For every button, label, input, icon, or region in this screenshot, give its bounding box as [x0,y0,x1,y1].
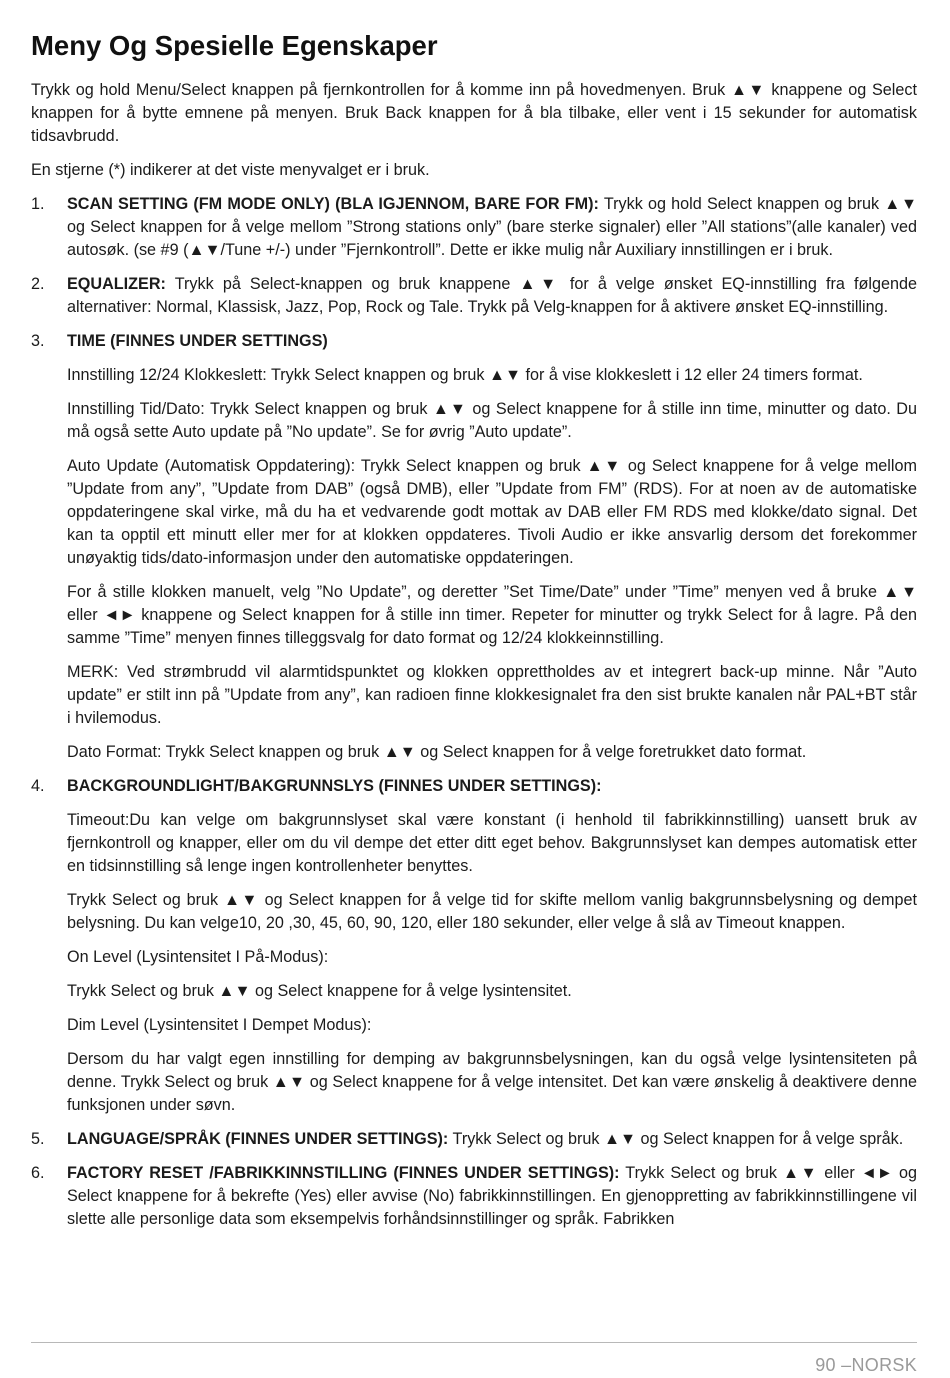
list-item-language [31,1128,917,1151]
page-content [31,28,917,1242]
item-number: 2. [31,275,45,293]
intro-note: En stjerne (*) indikerer at det viste menyvalget er i bruk. [31,161,430,179]
list-item-scan-setting [31,193,917,262]
time-paragraph: Dato Format: Trykk Select knappen og bruk ▲▼ og Select knappen for å velge foretrukket dato format. [67,743,807,761]
list-item-time [31,330,917,353]
item-heading: BACKGROUNDLIGHT/BAKGRUNNSLYS (FINNES UNDER SETTINGS): [67,777,602,795]
time-paragraph: Innstilling 12/24 Klokkeslett: Trykk Select knappen og bruk ▲▼ for å vise klokkeslett i 12 eller 24 timers format. [67,366,863,384]
backlight-paragraph: Timeout:Du kan velge om bakgrunnslyset skal være konstant (i henhold til fabrikkinnstilling) uansett bruk av fjernkontroll og knapper, eller om du vil dempe det etter ditt eget behov. Bakgrunnslyset kan dempes automatisk etter en tidsinnstilling så lenge ingen kontrollenheter benyttes. [67,811,917,875]
page-title: Meny Og Spesielle Egenskaper [31,30,438,61]
item-heading: FACTORY RESET /FABRIKKINNSTILLING (FINNES UNDER SETTINGS): [67,1164,620,1182]
time-paragraph: MERK: Ved strømbrudd vil alarmtidspunktet og klokken opprettholdes av et integrert back-up minne. Når ”Auto update” er stilt inn på ”Update from any”, kan radioen finne klokkesignalet fra den sist brukte kanalen når PAL+BT står i hvilemodus. [67,663,917,727]
list-item-factory-reset [31,1162,917,1231]
item-text: Trykk Select og bruk ▲▼ og Select knappen for å velge språk. [448,1130,904,1148]
intro-paragraph: Trykk og hold Menu/Select knappen på fjernkontrollen for å komme inn på hovedmenyen. Bruk ▲▼ knappene og Select knappen for å bytte emnene på menyen. Bruk Back knappen for å bla tilbake, eller vent i 15 sekunder for automatisk tidsavbrudd. [31,81,917,145]
list-item-equalizer [31,273,917,319]
backlight-paragraph: Dim Level (Lysintensitet I Dempet Modus): [67,1016,372,1034]
item-text: Trykk Select og bruk ▲▼ eller ◄► og Select knappene for å bekrefte (Yes) eller avvise (No) fabrikkinnstillingen. En gjenoppretting av fabrikkinnstillingene vil slette alle personlige data som eksempelvis forhåndsinnstillinger og språk. Fabrikken [67,1164,917,1228]
backlight-paragraph: On Level (Lysintensitet I På-Modus): [67,948,329,966]
time-paragraph: Auto Update (Automatisk Oppdatering): Trykk Select knappen og bruk ▲▼ og Select knappene for å velge mellom ”Update from any”, ”Update from DAB” (også DMB), eller ”Update from FM” (RDS). For at noen av de automatiske oppdateringene skal virke, må du ha et vedvarende godt mottak av DAB eller FM RDS med klokke/dato signal. Det kan ta opptil ett minutt eller mer for at klokken oppdateres. Tivoli Audio er ikke ansvarlig dersom det forekommer unøyaktig tids/dato-informasjon under den automatiske oppdateringen. [67,457,917,567]
footer-divider [31,1342,917,1343]
item-number: 1. [31,195,45,213]
time-paragraph: For å stille klokken manuelt, velg ”No Update”, og deretter ”Set Time/Date” under ”Time” menyen ved å bruke ▲▼ eller ◄► knappene og Select knappen for å stille inn timer. Repeter for minutter og trykk Select for å lagre. På den samme ”Time” menyen finnes tilleggsvalg for dato format og 12/24 klokkeinnstilling. [67,583,917,647]
item-number: 4. [31,777,45,795]
item-number: 5. [31,1130,45,1148]
item-number: 6. [31,1164,45,1182]
item-heading: TIME (FINNES UNDER SETTINGS) [67,332,328,350]
page-footer: 90 –NORSK [815,1355,917,1375]
backlight-paragraph: Trykk Select og bruk ▲▼ og Select knappen for å velge tid for skifte mellom vanlig bakgrunnsbelysning og dempet belysning. Du kan velge10, 20 ,30, 45, 60, 90, 120, eller 180 sekunder, eller velge å slå av Timeout knappen. [67,891,917,932]
item-heading: SCAN SETTING (FM MODE ONLY) (BLA IGJENNOM, BARE FOR FM): [67,195,599,213]
list-item-backgroundlight [31,775,917,798]
item-heading: EQUALIZER: [67,275,166,293]
backlight-paragraph: Dersom du har valgt egen innstilling for demping av bakgrunnsbelysningen, kan du også velge lysintensiteten på denne. Trykk Select og bruk ▲▼ og Select knappene for å velge intensitet. Det kan være ønskelig å deaktivere denne funksjonen under søvn. [67,1050,917,1114]
item-text: Trykk på Select-knappen og bruk knappene ▲▼ for å velge ønsket EQ-innstilling fra følgende alternativer: Normal, Klassisk, Jazz, Pop, Rock og Tale. Trykk på Velg-knappen for å aktivere ønsket EQ-innstilling. [67,275,917,316]
item-text: Trykk og hold Select knappen og bruk ▲▼ og Select knappen for å velge mellom ”Strong stations only” (bare sterke signaler) eller ”All stations”(alle kanaler) ved autosøk. (se #9 (▲▼/Tune +/-) under ”Fjernkontroll”. Dette er ikke mulig når Auxiliary innstillingen er i bruk. [67,195,917,259]
time-paragraph: Innstilling Tid/Dato: Trykk Select knappen og bruk ▲▼ og Select knappene for å stille inn time, minutter og dato. Du må også sette Auto update på ”No update”. Se for øvrig ”Auto update”. [67,400,917,441]
item-heading: LANGUAGE/SPRÅK (FINNES UNDER SETTINGS): [67,1130,449,1148]
backlight-paragraph: Trykk Select og bruk ▲▼ og Select knappene for å velge lysintensitet. [67,982,572,1000]
item-number: 3. [31,332,45,350]
